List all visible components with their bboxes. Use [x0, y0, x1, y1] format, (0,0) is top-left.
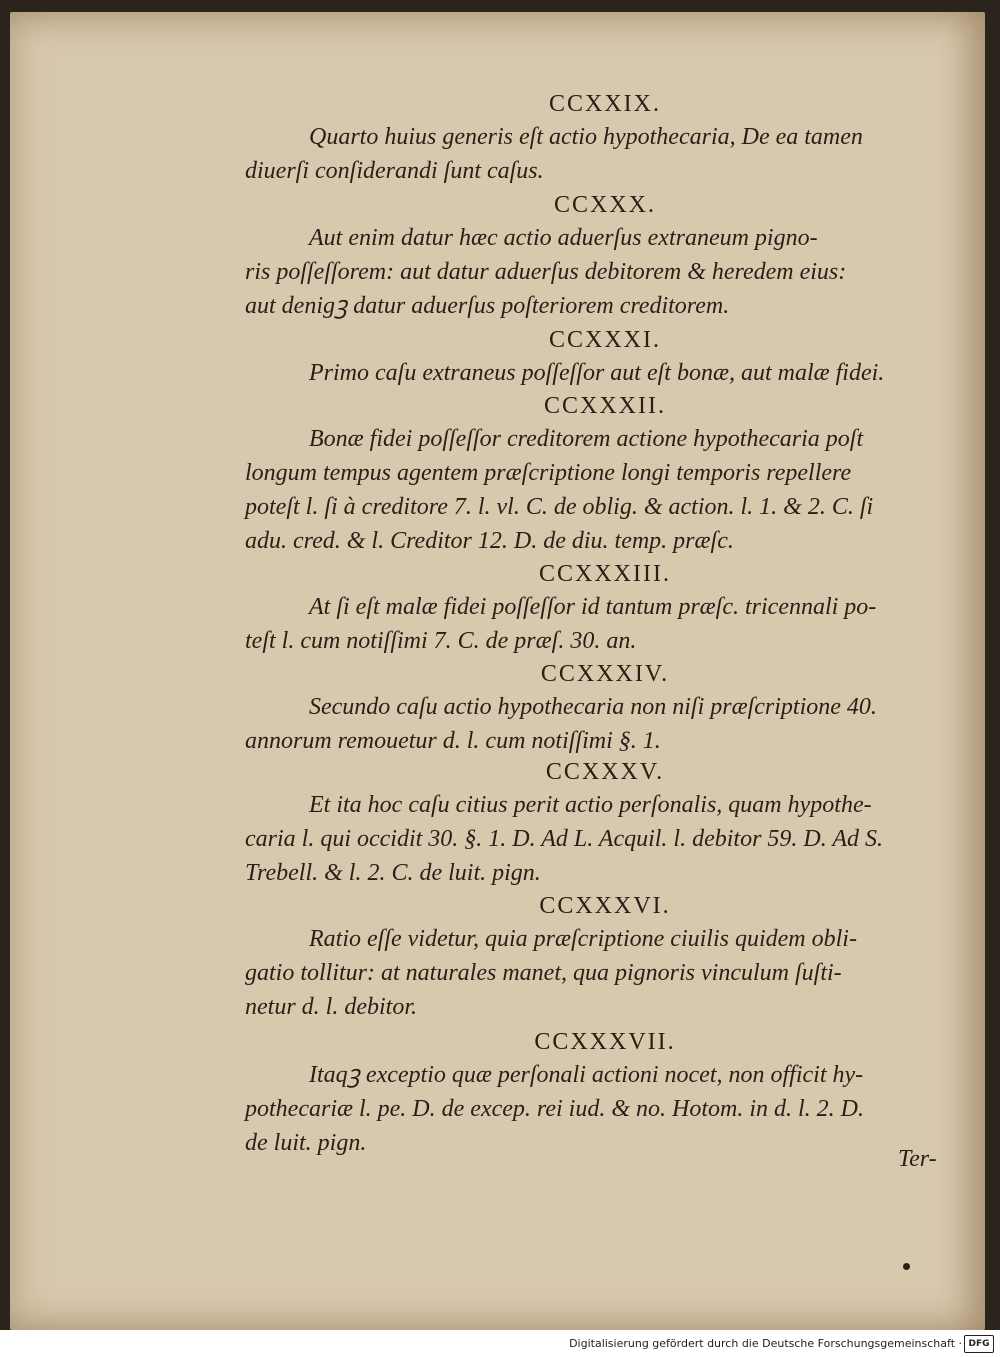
thesis-line: Secundo caſu actio hypothecaria non niſi præſcriptione 40.: [309, 694, 877, 720]
thesis-number: CCXXXI.: [548, 327, 661, 353]
thesis-line: netur d. l. debitor.: [245, 994, 417, 1020]
thesis-line: caria l. qui occidit 30. §. 1. D. Ad L. Acquil. l. debitor 59. D. Ad S.: [245, 826, 883, 852]
thesis-section: [245, 658, 965, 756]
thesis-line: Ratio eſſe videtur, quia præſcriptione ciuilis quidem obli-: [309, 926, 857, 952]
thesis-line: Et ita hoc caſu citius perit actio perſonalis, quam hypothe-: [309, 792, 872, 818]
thesis-section: [245, 890, 965, 1026]
thesis-line: annorum remouetur d. l. cum notiſſimi §. 1.: [245, 728, 661, 754]
thesis-number: CCXXIX.: [548, 91, 661, 117]
ink-dot: [903, 1263, 910, 1270]
funding-credit: Digitalisierung gefördert durch die Deutsche Forschungsgemeinschaft ·: [569, 1337, 962, 1350]
dfg-logo: DFG: [964, 1335, 994, 1353]
thesis-line: ris poſſeſſorem: aut datur aduerſus debitorem & heredem eius:: [245, 259, 847, 285]
thesis-line: Itaqꝫ exceptio quæ perſonali actioni nocet, non officit hy-: [309, 1062, 864, 1088]
thesis-number: CCXXXVI.: [539, 893, 671, 919]
thesis-section: [245, 756, 965, 890]
thesis-line: de luit. pign.: [245, 1130, 367, 1156]
thesis-number: CCXXXII.: [544, 393, 666, 419]
thesis-section: [245, 390, 965, 558]
thesis-line: Bonæ fidei poſſeſſor creditorem actione hypothecaria poſt: [309, 426, 864, 452]
thesis-line: gatio tollitur: at naturales manet, qua pignoris vinculum ſuſti-: [245, 960, 842, 986]
thesis-section: [245, 558, 965, 658]
catchword: Ter-: [898, 1146, 937, 1172]
thesis-number: CCXXXV.: [545, 759, 665, 785]
thesis-line: longum tempus agentem præſcriptione longi temporis repellere: [245, 460, 852, 486]
thesis-section: [245, 324, 965, 390]
thesis-line: teſt l. cum notiſſimi 7. C. de præſ. 30. an.: [245, 628, 637, 654]
thesis-line: Quarto huius generis eſt actio hypothecaria, De ea tamen: [309, 124, 863, 150]
thesis-line: aut denigꝫ datur aduerſus poſteriorem creditorem.: [245, 293, 730, 319]
thesis-number: CCXXXIII.: [539, 561, 671, 587]
thesis-line: Primo caſu extraneus poſſeſſor aut eſt bonæ, aut malæ fidei.: [309, 360, 885, 386]
thesis-section: [245, 1026, 965, 1162]
thesis-section: [245, 189, 965, 324]
thesis-number: CCXXXVII.: [534, 1029, 676, 1055]
thesis-line: poteſt l. ſi à creditore 7. l. vl. C. de oblig. & action. l. 1. & 2. C. ſi: [245, 494, 874, 520]
thesis-number: CCXXXIV.: [540, 661, 670, 687]
thesis-line: pothecariæ l. pe. D. de excep. rei iud. & no. Hotom. in d. l. 2. D.: [245, 1096, 865, 1122]
thesis-number: CCXXX.: [553, 192, 656, 218]
thesis-line: adu. cred. & l. Creditor 12. D. de diu. temp. præſc.: [245, 528, 734, 554]
thesis-line: Aut enim datur hæc actio aduerſus extraneum pigno-: [309, 225, 818, 251]
thesis-line: At ſi eſt malæ fidei poſſeſſor id tantum præſc. tricennali po-: [309, 594, 877, 620]
thesis-section: [245, 88, 965, 189]
footer-bar: [0, 1330, 1000, 1357]
page-text: [245, 88, 965, 1162]
thesis-line: Trebell. & l. 2. C. de luit. pign.: [245, 860, 541, 886]
thesis-line: diuerſi conſiderandi ſunt caſus.: [245, 158, 544, 184]
